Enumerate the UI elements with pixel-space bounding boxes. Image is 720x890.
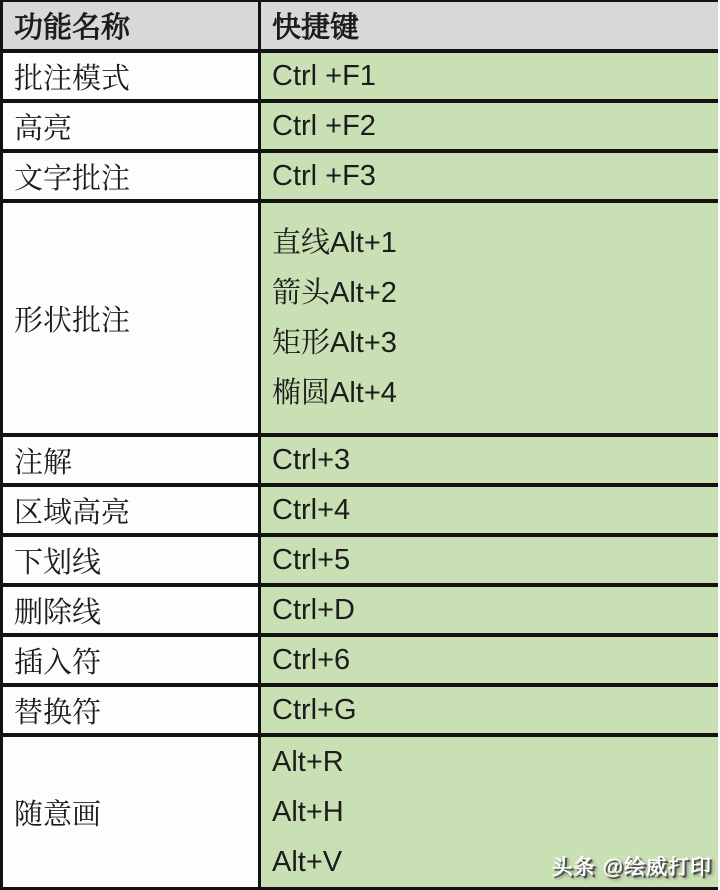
shortcut-cell: Ctrl+6 [260,635,718,685]
function-name-cell: 删除线 [2,585,260,635]
shortcut-cell: Ctrl +F3 [260,151,718,201]
function-name-cell: 高亮 [2,101,260,151]
shortcut-line: 箭头Alt+2 [272,277,397,309]
function-name-cell: 文字批注 [2,151,260,201]
table-header-row [2,1,718,51]
shortcut-cell: Ctrl +F1 [260,51,718,101]
shortcut-cell: Ctrl+D [260,585,718,635]
shortcut-line: Alt+V [272,846,343,878]
column-header-function-name: 功能名称 [2,1,260,51]
table-row [2,485,718,535]
column-header-shortcut-key: 快捷键 [260,1,718,51]
watermark: 头条 @绘威打印 [551,856,712,879]
table-row [2,685,718,735]
table-row [2,201,718,435]
shortcut-cell: Ctrl+5 [260,535,718,585]
function-name-cell: 下划线 [2,535,260,585]
shortcut-cell: Ctrl +F2 [260,101,718,151]
shortcut-line: Alt+R [272,746,344,778]
shortcut-cell: Ctrl+G [260,685,718,735]
table-row [2,101,718,151]
table-row [2,585,718,635]
shortcut-cell: Ctrl+4 [260,485,718,535]
shortcut-line: 矩形Alt+3 [272,327,397,359]
table-row [2,151,718,201]
function-name-cell: 区域高亮 [2,485,260,535]
function-name-cell: 随意画 [2,735,260,889]
function-name-cell: 形状批注 [2,201,260,435]
function-name-cell: 批注模式 [2,51,260,101]
function-name-cell: 替换符 [2,685,260,735]
table-row [2,535,718,585]
function-name-cell: 插入符 [2,635,260,685]
table-row [2,435,718,485]
shortcut-line: Alt+H [272,796,344,828]
shortcut-line: 直线Alt+1 [272,227,397,259]
shortcut-cell [260,201,718,435]
table-row [2,51,718,101]
function-name-cell: 注解 [2,435,260,485]
table-row [2,635,718,685]
shortcut-line: 椭圆Alt+4 [272,377,397,409]
shortcut-cell: Ctrl+3 [260,435,718,485]
